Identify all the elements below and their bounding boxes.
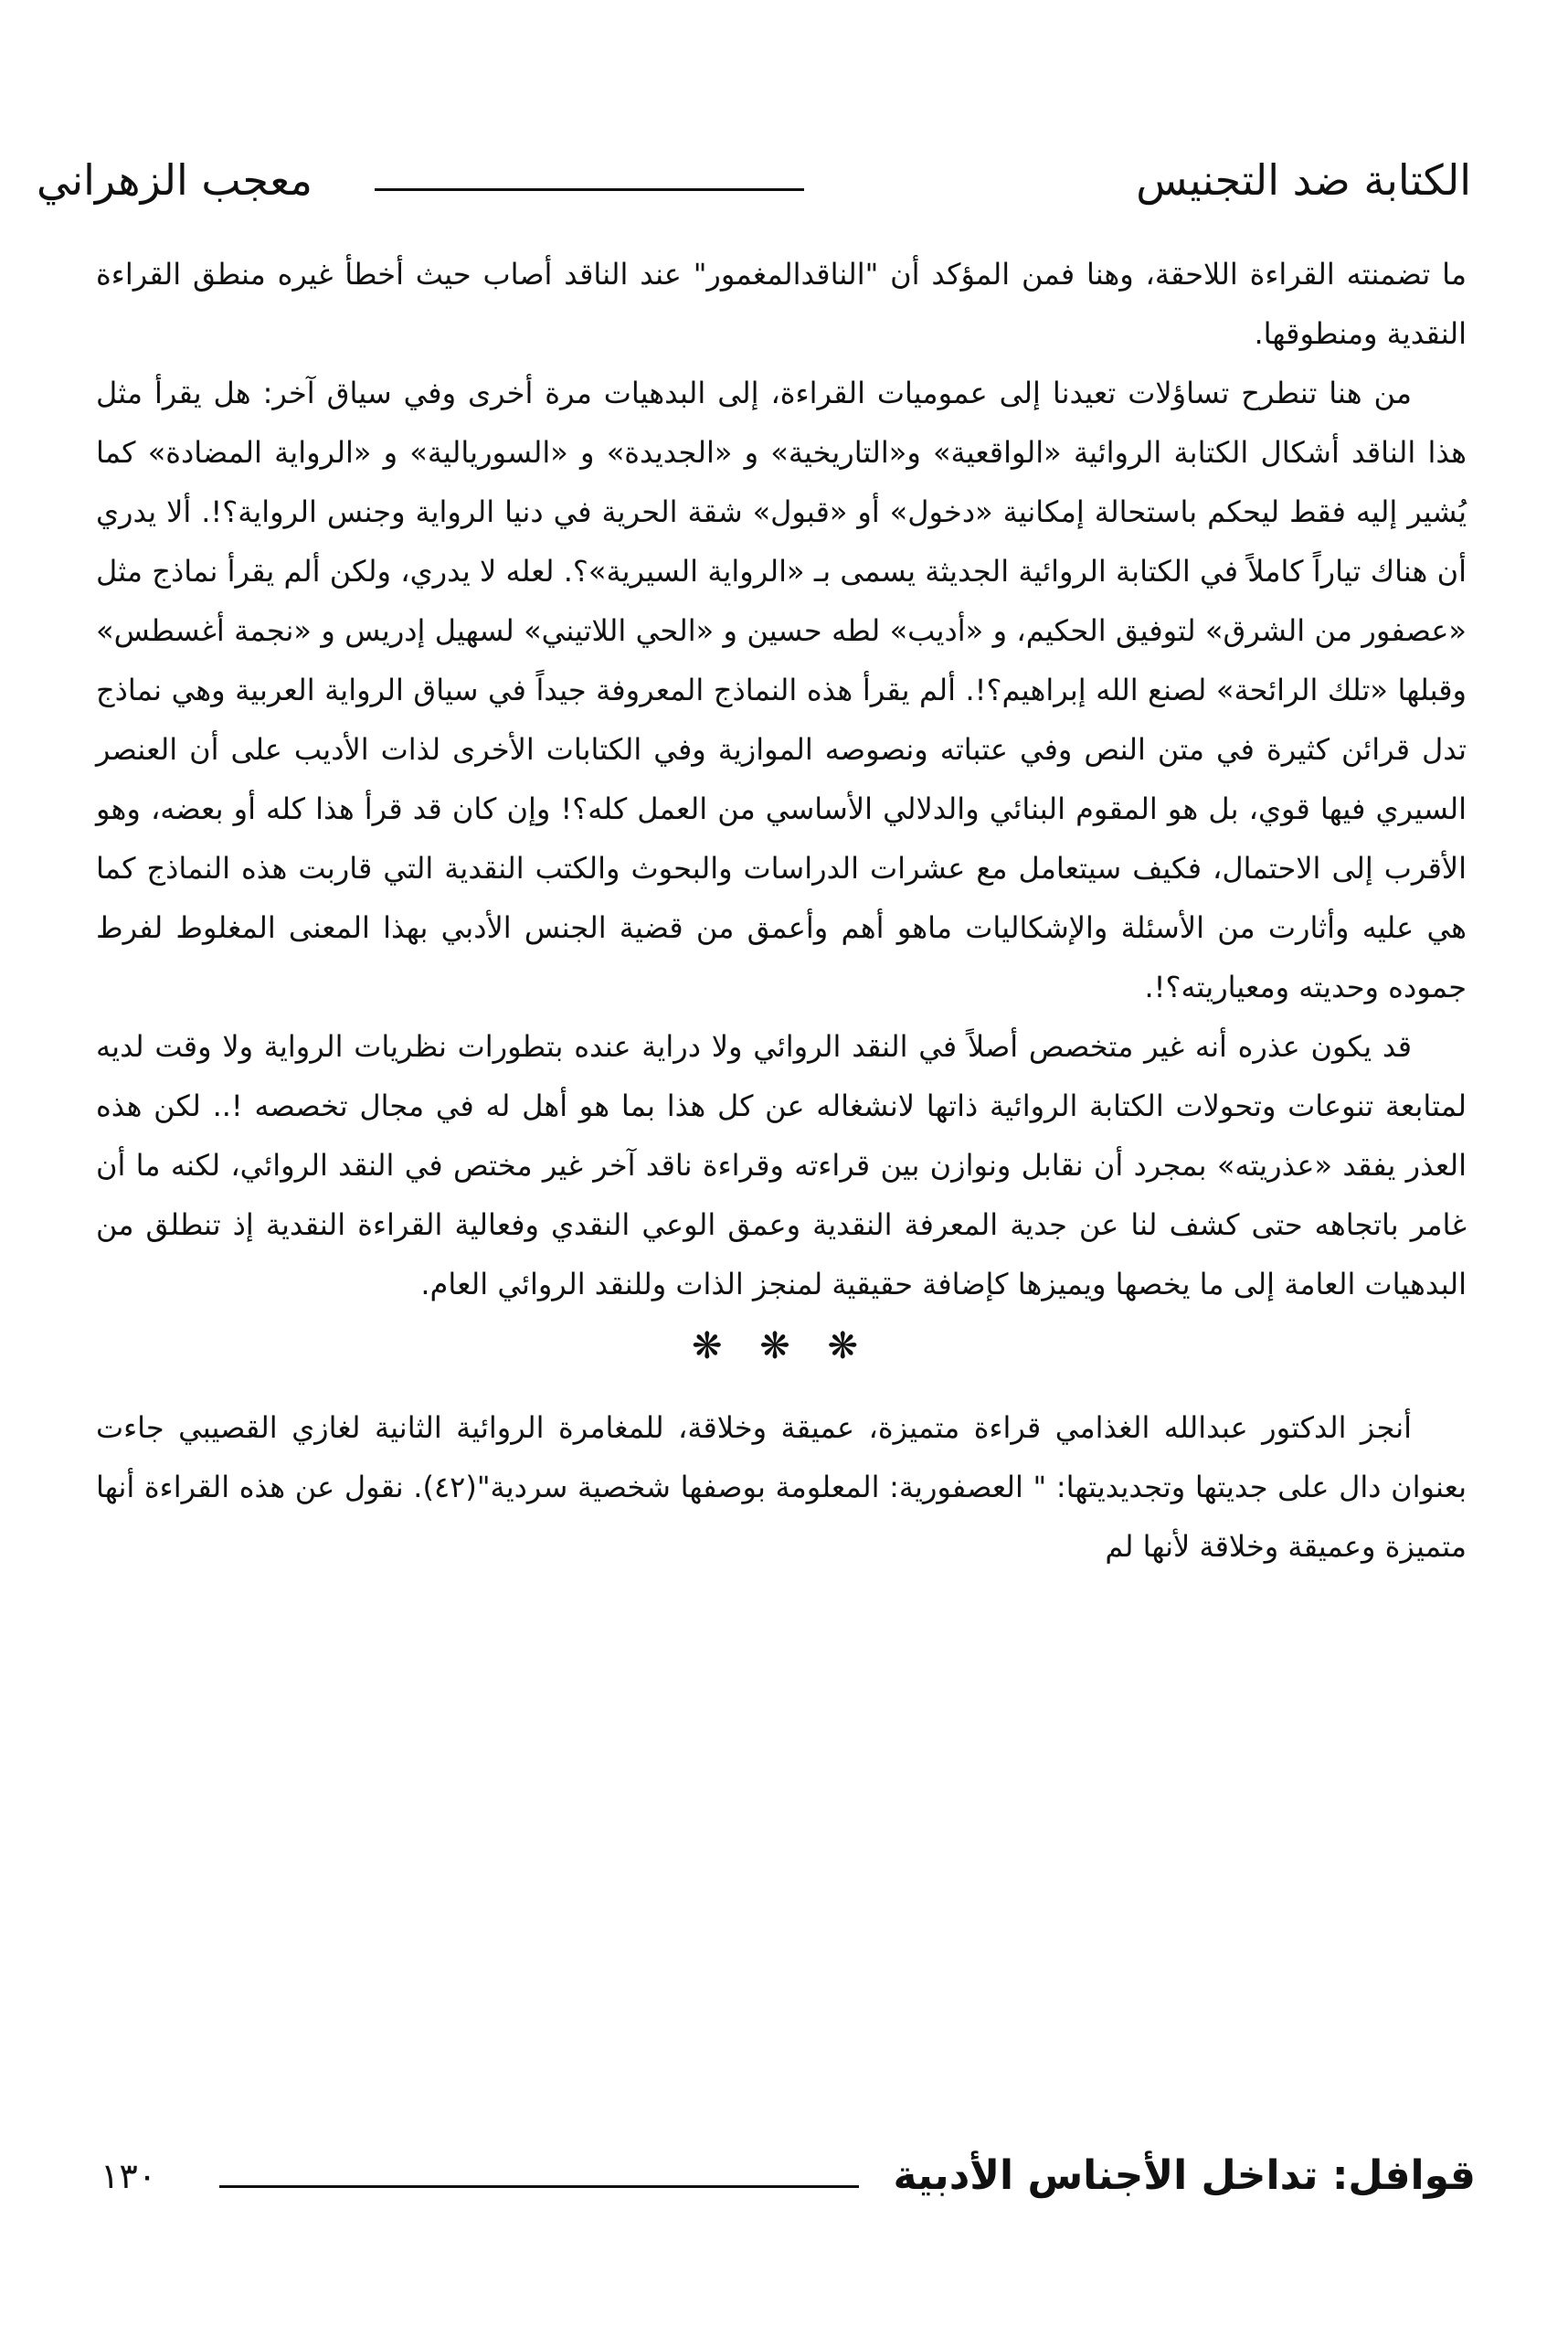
journal-title: قوافل: تداخل الأجناس الأدبية: [893, 2152, 1476, 2199]
spacer: [96, 1378, 1467, 1398]
body-text: [96, 245, 1467, 1577]
running-footer: [73, 2152, 1476, 2225]
header-divider: [375, 188, 804, 191]
page-number: ١٣٠: [101, 2156, 157, 2196]
book-title: الكتابة ضد التجنيس: [1136, 155, 1471, 205]
paragraph-4: أنجز الدكتور عبدالله الغذامي قراءة متميزة، عميقة وخلاقة، للمغامرة الروائية الثانية لغازي القصيبي جاءت بعنوان دال على جديتها وتجديديتها: " العصفورية: المعلومة بوصفها شخصية سردية"(٤٢). نقول عن هذه القراءة أنها متميزة وعميقة وخلاقة لأنها لم: [96, 1410, 1467, 1564]
author-name: معجب الزهراني: [37, 155, 313, 205]
footer-divider: [219, 2185, 859, 2188]
running-header: [37, 155, 1471, 228]
paragraph-1: ما تضمنته القراءة اللاحقة، وهنا فمن المؤكد أن "الناقدالمغمور" عند الناقد أصاب حيث أخطأ غيره منطق القراءة النقدية ومنطوقها.: [96, 257, 1467, 351]
section-separator: ❋ ❋ ❋: [692, 1325, 871, 1367]
paragraph-3: قد يكون عذره أنه غير متخصص أصلاً في النقد الروائي ولا دراية عنده بتطورات نظريات الرواية ولا وقت لديه لمتابعة تنوعات وتحولات الكتابة الروائية ذاتها لانشغاله عن كل هذا بما هو أهل له في مجال تخصصه !.. لكن هذه العذر يفقد «عذريته» بمجرد أن نقابل ونوازن بين قراءته وقراءة ناقد آخر غير مختص في النقد الروائي، لكنه ما أن غامر باتجاهه حتى كشف لنا عن جدية المعرفة النقدية وعمق الوعي النقدي وفعالية القراءة النقدية إذ تنطلق من البدهيات العامة إلى ما يخصها ويميزها كإضافة حقيقية لمنجز الذات وللنقد الروائي العام.: [96, 1029, 1467, 1301]
paragraph-2: من هنا تنطرح تساؤلات تعيدنا إلى عموميات القراءة، إلى البدهيات مرة أخرى وفي سياق آخر: هل يقرأ مثل هذا الناقد أشكال الكتابة الروائية «الواقعية» و«التاريخية» و «الجديدة» و «السوريالية» و «الرواية المضادة» كما يُشير إليه فقط ليحكم باستحالة إمكانية «دخول» أو «قبول» شقة الحرية في دنيا الرواية وجنس الرواية؟!. ألا يدري أن هناك تياراً كاملاً في الكتابة الروائية الجديثة يسمى بـ «الرواية السيرية»؟. لعله لا يدري، ولكن ألم يقرأ نماذج مثل «عصفور من الشرق» لتوفيق الحكيم، و «أديب» لطه حسين و «الحي اللاتيني» لسهيل إدريس و «نجمة أغسطس» وقبلها «تلك الرائحة» لصنع الله إبراهيم؟!. ألم يقرأ هذه النماذج المعروفة جيداً في سياق الرواية العربية وهي نماذج تدل قرائن كثيرة في متن النص وفي عتباته ونصوصه الموازية وفي الكتابات الأخرى لذات الأديب على أن العنصر السيري فيها قوي، بل هو المقوم البنائي والدلالي الأساسي من العمل كله؟! وإن كان قد قرأ هذا كله أو بعضه، وهو الأقرب إلى الاحتمال، فكيف سيتعامل مع عشرات الدراسات والبحوث والكتب النقدية التي قاربت هذه النماذج كما هي عليه وأثارت من الأسئلة والإشكاليات ماهو أهم وأعمق من قضية الجنس الأدبي بهذا المعنى المغلوط لفرط جموده وحديته ومعياريته؟!.: [96, 376, 1467, 1004]
